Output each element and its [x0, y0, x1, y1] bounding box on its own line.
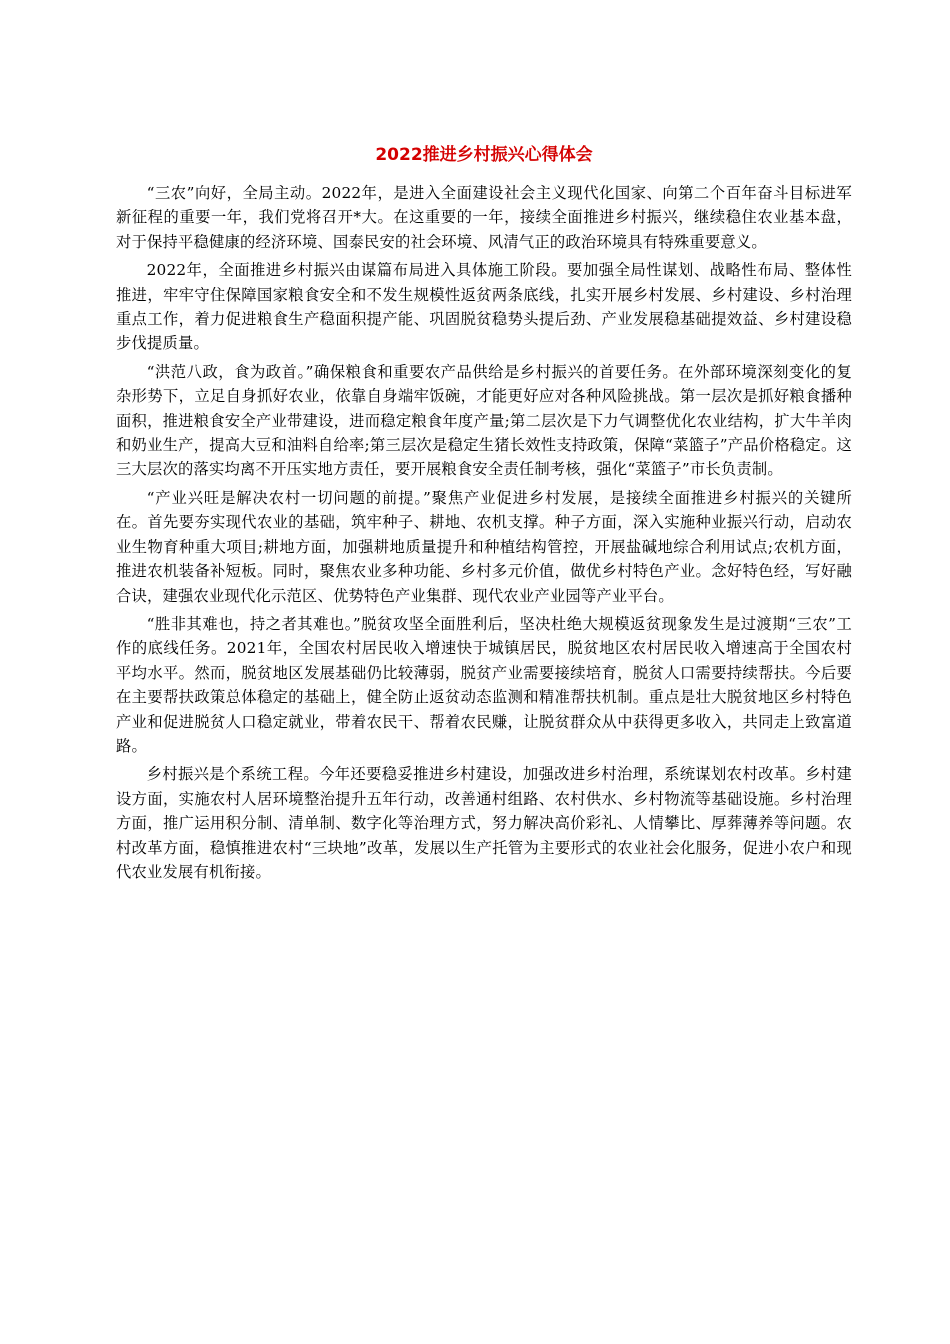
paragraph-food-security: “洪范八政，食为政首。”确保粮食和重要农产品供给是乡村振兴的首要任务。在外部环境深刻变化的复杂形势下，立足自身抓好农业，依靠自身端牢饭碗，才能更好应对各种风险挑战。第一层次是抓好粮食播种面积，推进粮食安全产业带建设，进而稳定粮食年度产量;第二层次是下力气调整优化农业结构，扩大牛羊肉和奶业生产，提高大豆和油料自给率;第三层次是稳定生猪长效性支持政策，保障“菜篮子”产品价格稳定。这三大层次的落实均离不开压实地方责任，要开展粮食安全责任制考核，强化“菜篮子”市长负责制。: [116, 362, 852, 479]
paragraph-industry: “产业兴旺是解决农村一切问题的前提。”聚焦产业促进乡村发展，是接续全面推进乡村振兴的关键所在。首先要夯实现代农业的基础，筑牢种子、耕地、农机支撑。种子方面，深入实施种业振兴行动，启动农业生物育种重大项目;耕地方面，加强耕地质量提升和种植结构管控，开展盐碱地综合利用试点;农机方面，推进农机装备补短板。同时，聚焦农业多种功能、乡村多元价值，做优乡村特色产业。念好特色经，写好融合诀，建强农业现代化示范区、优势特色产业集群、现代农业产业园等产业平台。: [116, 488, 852, 605]
paragraph-system: 乡村振兴是个系统工程。今年还要稳妥推进乡村建设，加强改进乡村治理，系统谋划农村改革。乡村建设方面，实施农村人居环境整治提升五年行动，改善通村组路、农村供水、乡村物流等基础设施。乡村治理方面，推广运用积分制、清单制、数字化等治理方式，努力解决高价彩礼、人情攀比、厚葬薄养等问题。农村改革方面，稳慎推进农村“三块地”改革，发展以生产托管为主要形式的农业社会化服务，促进小农户和现代农业发展有机衔接。: [116, 765, 852, 881]
document-page: [116, 143, 852, 888]
paragraph-intro: “三农”向好，全局主动。2022年，是进入全面建设社会主义现代化国家、向第二个百年奋斗目标进军新征程的重要一年，我们党将召开*大。在这重要的一年，接续全面推进乡村振兴，继续稳住农业基本盘，对于保持平稳健康的经济环境、国泰民安的社会环境、风清气正的政治环境具有特殊重要意义。: [116, 184, 852, 251]
document-title: 2022推进乡村振兴心得体会: [375, 145, 593, 165]
paragraph-poverty: “胜非其难也，持之者其难也。”脱贫攻坚全面胜利后，坚决杜绝大规模返贫现象发生是过渡期“三农”工作的底线任务。2021年，全国农村居民收入增速快于城镇居民，脱贫地区农村居民收入增速高于全国农村平均水平。然而，脱贫地区发展基础仍比较薄弱，脱贫产业需要接续培育，脱贫人口需要持续帮扶。今后要在主要帮扶政策总体稳定的基础上，健全防止返贫动态监测和精准帮扶机制。重点是壮大脱贫地区乡村特色产业和促进脱贫人口稳定就业，带着农民干、帮着农民赚，让脱贫群众从中获得更多收入，共同走上致富道路。: [116, 614, 852, 755]
paragraph-implementation: 2022年，全面推进乡村振兴由谋篇布局进入具体施工阶段。要加强全局性谋划、战略性布局、整体性推进，牢牢守住保障国家粮食安全和不发生规模性返贫两条底线，扎实开展乡村发展、乡村建设、乡村治理重点工作，着力促进粮食生产稳面积提产能、巩固脱贫稳势头提后劲、产业发展稳基础提效益、乡村建设稳步伐提质量。: [116, 261, 852, 353]
